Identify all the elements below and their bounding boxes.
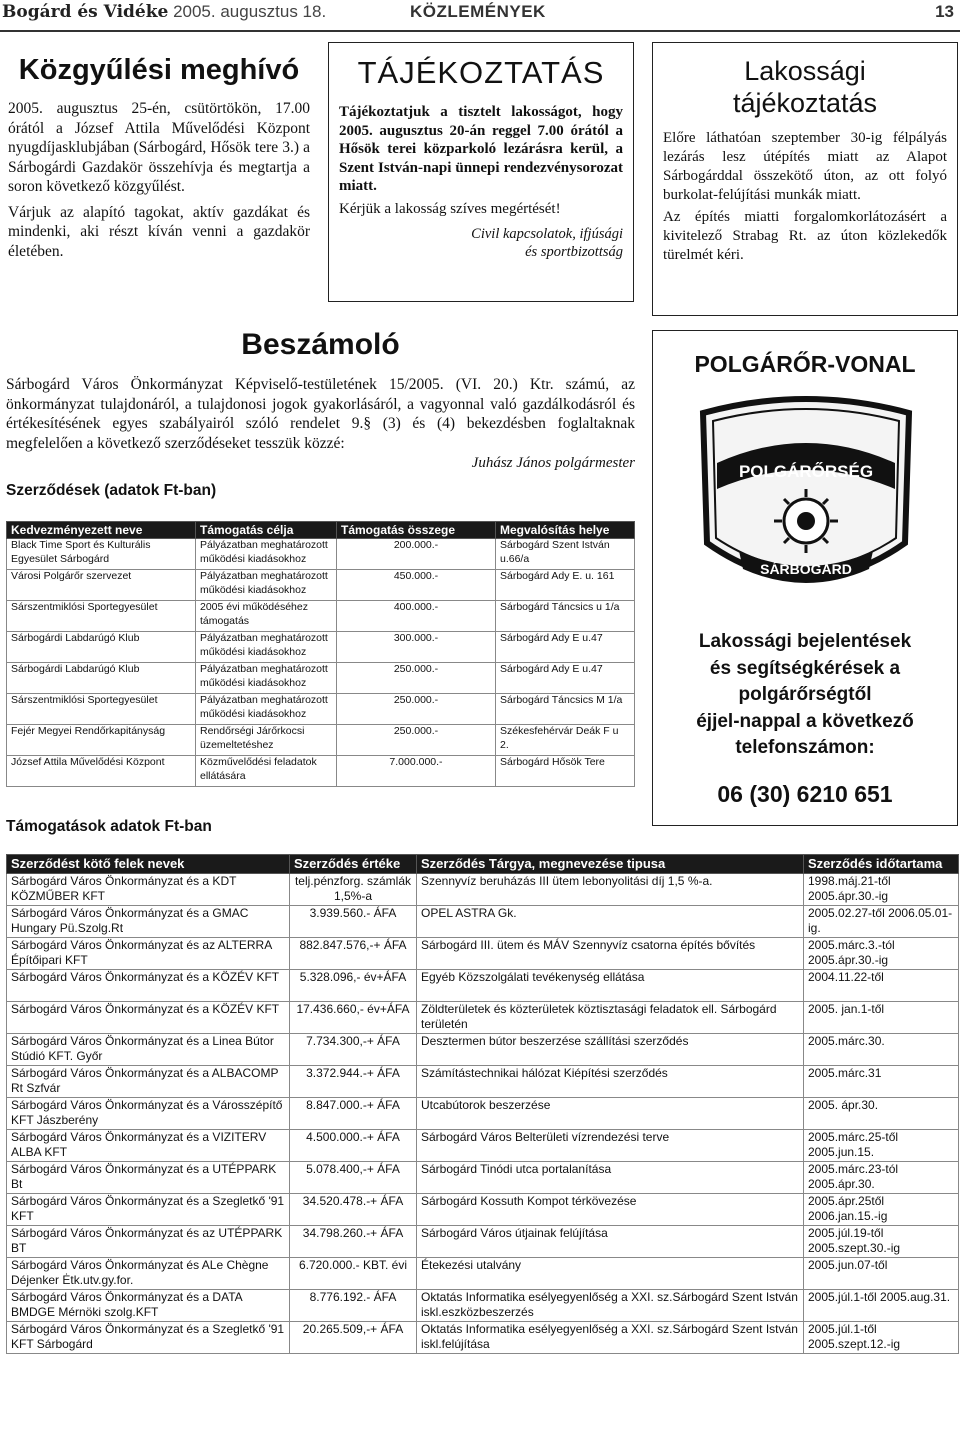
polgaror-title: POLGÁRŐR-VONAL	[694, 351, 916, 377]
tamogatasok-cell: Sárbogárdi Labdarúgó Klub	[7, 663, 196, 694]
tamogatasok-cell: Sárbogárdi Labdarúgó Klub	[7, 632, 196, 663]
page-number: 13	[935, 2, 954, 21]
szerzodesek-cell: 2005. ápr.30.	[804, 1098, 959, 1130]
tajekoztatas-sign1: Civil kapcsolatok, ifjúsági	[471, 225, 623, 242]
szerzodesek-cell: 7.734.300,-+ ÁFA	[290, 1034, 417, 1066]
szerzodesek-cell: Sárbogárd Város Önkormányzat és a UTÉPPARK Bt	[7, 1162, 290, 1194]
szerzodesek-row	[7, 1162, 959, 1194]
szerzodesek-row	[7, 1194, 959, 1226]
szerzodesek-cell: OPEL ASTRA Gk.	[417, 906, 804, 938]
szerzodesek-row	[7, 1066, 959, 1098]
szerzodesek-cell: Zöldterületek és közterületek köztisztasági feladatok ell. Sárbogárd területén	[417, 1002, 804, 1034]
szerzodesek-cell: Sárbogárd Város Önkormányzat és a DATA BMDGE Mérnöki szolg.KFT	[7, 1290, 290, 1322]
szerzodesek-cell: Sárbogárd Város Önkormányzat és a KÖZÉV KFT	[7, 1002, 290, 1034]
szerzodesek-col-header: Szerződés időtartama	[804, 855, 959, 874]
szerzodesek-cell: Sárbogárd Város Belterületi vízrendezési terve	[417, 1130, 804, 1162]
tamogatasok-cell: Rendőrségi Járőrkocsi üzemeltetéshez	[196, 725, 337, 756]
polgaror-phone: 06 (30) 6210 651	[717, 781, 893, 807]
lakossagi-title2: tájékoztatás	[732, 88, 878, 118]
szerzodesek-cell: Sárbogárd Város Önkormányzat és a VIZITERV ALBA KFT	[7, 1130, 290, 1162]
szerzodesek-cell: 20.265.509,-+ ÁFA	[290, 1322, 417, 1354]
tamogatasok-row	[7, 601, 635, 632]
kozgyules-p2: Várjuk az alapító tagokat, aktív gazdákat és mindenki, aki részt kíván venni a gazdakör életében.	[8, 203, 310, 260]
szerzodesek-cell: 8.847.000.-+ ÁFA	[290, 1098, 417, 1130]
tamogatasok-cell: Sárszentmiklósi Sportegyesület	[7, 601, 196, 632]
szerzodesek-row	[7, 1098, 959, 1130]
tamogatasok-cell: Sárbogárd Ady E. u. 161	[496, 570, 635, 601]
tamogatasok-row	[7, 725, 635, 756]
tamogatasok-cell: 250.000.-	[337, 663, 496, 694]
tamogatasok-cell: 450.000.-	[337, 570, 496, 601]
szerzodesek-row	[7, 874, 959, 906]
szerzodesek-cell: Sárbogárd Város Önkormányzat és a KÖZÉV KFT	[7, 970, 290, 1002]
tajekoztatas-box	[328, 42, 634, 302]
beszamolo-title: Beszámoló	[241, 328, 400, 361]
szerzodesek-cell: Sárbogárd Város Önkormányzat és a Városszépítő KFT Jászberény	[7, 1098, 290, 1130]
tamogatasok-table	[6, 521, 635, 787]
tamogatasok-cell: Sárbogárd Táncsics M 1/a	[496, 694, 635, 725]
szerzodesek-cell: 2005.márc.23-tól 2005.ápr.30.	[804, 1162, 959, 1194]
beszamolo-text: Sárbogárd Város Önkormányzat Képviselő-testületének 15/2005. (VI. 20.) Ktr. számú, az önkormányzat tulajdonáról, a tulajdonosi jogok gyakorlásáról, a vagyonnal való gazdálkodásról és értékesítésének egyes szabályairól szóló rendelet 9.§ (3) és (4) bekezdésben foglaltaknak megfelelően a következő szerződéseket tesszük közzé:	[6, 376, 635, 452]
szerzodesek-cell: Sárbogárd Város Önkormányzat és ALe Chègne Déjenker Ėtk.utv.gy.for.	[7, 1258, 290, 1290]
szerzodesek-cell: 34.520.478.-+ ÁFA	[290, 1194, 417, 1226]
tajekoztatas-bold: Tájékoztatjuk a tisztelt lakosságot, hogy 2005. augusztus 20-án reggel 7.00 órától a Hősök terei közparkoló lezárásra kerül, a Szent István-napi ünnepi rendezvénysorozat miatt.	[339, 104, 623, 194]
szerzodesek-cell: 4.500.000.-+ ÁFA	[290, 1130, 417, 1162]
szerzodesek-cell: Egyéb Közszolgálati tevékenység ellátása	[417, 970, 804, 1002]
tamogatasok-cell: Sárbogárd Táncsics u 1/a	[496, 601, 635, 632]
polgaror-line5: telefonszámon:	[735, 737, 875, 758]
tamogatasok-cell: Sárbogárd Hősök Tere	[496, 756, 635, 787]
szerzodesek-row	[7, 1322, 959, 1354]
szerzodesek-cell: Szennyvíz beruházás III ütem lebonyolitási díj 1,5 %-a.	[417, 874, 804, 906]
szerzodesek-row	[7, 1290, 959, 1322]
tamogatasok-col-header: Megvalósítás helye	[496, 522, 635, 539]
tamogatasok-cell: Sárszentmiklósi Sportegyesület	[7, 694, 196, 725]
tamogatasok-row	[7, 694, 635, 725]
beszamolo-sign: Juhász János polgármester	[471, 455, 635, 471]
tamogatasok-cell: Pályázatban meghatározott működési kiadásokhoz	[196, 663, 337, 694]
badge-bottom-text: SÁRBOGÁRD	[760, 561, 852, 577]
szerzodesek-cell: Utcabútorok beszerzése	[417, 1098, 804, 1130]
szerzodesek-cell: 5.328.096,- év+ÁFA	[290, 970, 417, 1002]
tamogatasok-cell: Közművelődési feladatok ellátására	[196, 756, 337, 787]
polgaror-line3: polgárőrségtől	[738, 684, 872, 705]
badge-top-text: POLGÁRŐRSÉG	[738, 462, 874, 481]
szerzodesek-cell: 8.776.192.- ÁFA	[290, 1290, 417, 1322]
szerzodesek-cell: 2005.márc.25-től 2005.jun.15.	[804, 1130, 959, 1162]
szerzodesek-cell: Sárbogárd Város Önkormányzat és az UTÉPPARK BT	[7, 1226, 290, 1258]
tamogatasok-cell: Sárbogárd Ady E u.47	[496, 663, 635, 694]
kozgyules-article	[8, 54, 310, 261]
szerzodesek-row	[7, 1258, 959, 1290]
szerzodesek-row	[7, 970, 959, 1002]
tamogatasok-cell: Székesfehérvár Deák F u 2.	[496, 725, 635, 756]
lakossagi-title1: Lakossági	[744, 56, 866, 86]
szerzodesek-cell: 3.939.560.- ÁFA	[290, 906, 417, 938]
szerzodesek-cell: Sárbogárd III. ütem és MÁV Szennyvíz csatorna építés bővítés	[417, 938, 804, 970]
szerzodesek-cell: 3.372.944.-+ ÁFA	[290, 1066, 417, 1098]
tamogatasok-col-header: Kedvezményezett neve	[7, 522, 196, 539]
tamogatasok-cell: 200.000.-	[337, 539, 496, 570]
tamogatasok-cell: Sárbogárd Ady E u.47	[496, 632, 635, 663]
szerzodesek-col-header: Szerződést kötő felek nevek	[7, 855, 290, 874]
header-rule	[0, 30, 960, 32]
szerzodesek-row	[7, 906, 959, 938]
szerzodesek-cell: Sárbogárd Város Önkormányzat és a ALBACOMP Rt Szfvár	[7, 1066, 290, 1098]
szerzodesek-cell: 2005. jan.1-től	[804, 1002, 959, 1034]
tamogatasok-cell: 300.000.-	[337, 632, 496, 663]
lakossagi-box	[652, 42, 958, 316]
polgaror-box	[652, 330, 958, 826]
tamogatasok-cell: Pályázatban meghatározott működési kiadásokhoz	[196, 539, 337, 570]
tamogatasok-cell: Black Time Sport és Kulturális Egyesület Sárbogárd	[7, 539, 196, 570]
szerzodesek-cell: 2005.márc.31	[804, 1066, 959, 1098]
polgaror-line4: éjjel-nappal a következő	[696, 710, 914, 732]
szerzodesek-cell: Oktatás Informatika esélyegyenlőség a XXI. sz.Sárbogárd Szent István iskl.eszközbeszerzés	[417, 1290, 804, 1322]
szerzodesek-subtitle: Szerződések (adatok Ft-ban)	[6, 482, 217, 499]
tamogatasok-cell: 2005 évi működéséhez támogatás	[196, 601, 337, 632]
tamogatasok-col-header: Támogatás összege	[337, 522, 496, 539]
szerzodesek-cell: telj.pénzforg. számlák 1,5%-a	[290, 874, 417, 906]
tamogatasok-subtitle: Támogatások adatok Ft-ban	[6, 818, 212, 835]
szerzodesek-cell: 6.720.000.- KBT. évi	[290, 1258, 417, 1290]
szerzodesek-cell: Sárbogárd Város Önkormányzat és a KDT KÖZMŰBER KFT	[7, 874, 290, 906]
tamogatasok-cell: Pályázatban meghatározott működési kiadásokhoz	[196, 570, 337, 601]
tajekoztatas-plain: Kérjük a lakosság szíves megértését!	[339, 200, 561, 217]
tamogatasok-cell: Városi Polgárőr szervezet	[7, 570, 196, 601]
szerzodesek-cell: 2004.11.22-től	[804, 970, 959, 1002]
tamogatasok-cell: József Attila Művelődési Központ	[7, 756, 196, 787]
szerzodesek-cell: 2005.júl.1-től 2005.aug.31.	[804, 1290, 959, 1322]
szerzodesek-col-header: Szerződés Tárgya, megnevezése tipusa	[417, 855, 804, 874]
szerzodesek-cell: Sárbogárd Város Önkormányzat és az ALTERRA Építőipari KFT	[7, 938, 290, 970]
tamogatasok-cell: Fejér Megyei Rendőrkapitányság	[7, 725, 196, 756]
szerzodesek-cell: 2005.02.27-től 2006.05.01-ig.	[804, 906, 959, 938]
szerzodesek-cell: 2005.ápr.25től 2006.jan.15.-ig	[804, 1194, 959, 1226]
szerzodesek-cell: 2005.márc.30.	[804, 1034, 959, 1066]
section-title: KÖZLEMÉNYEK	[410, 2, 546, 21]
szerzodesek-cell: 2005.júl.19-től 2005.szept.30.-ig	[804, 1226, 959, 1258]
szerzodesek-row	[7, 1226, 959, 1258]
tamogatasok-row	[7, 632, 635, 663]
tajekoztatas-title: TÁJÉKOZTATÁS	[357, 55, 605, 90]
szerzodesek-cell: 34.798.260.-+ ÁFA	[290, 1226, 417, 1258]
szerzodesek-table	[6, 854, 959, 1354]
tamogatasok-row	[7, 663, 635, 694]
issue-date: 2005. augusztus 18.	[173, 2, 327, 21]
polgaror-text	[653, 629, 957, 762]
tajekoztatas-sign2: és sportbizottság	[525, 243, 623, 260]
szerzodesek-cell: 2005.júl.1-től 2005.szept.12.-ig	[804, 1322, 959, 1354]
szerzodesek-cell: Sárbogárd Kossuth Kompot térkövezése	[417, 1194, 804, 1226]
header-left	[2, 2, 326, 22]
szerzodesek-cell: 1998.máj.21-től 2005.ápr.30.-ig	[804, 874, 959, 906]
szerzodesek-cell: Desztermen bútor beszerzése szállítási szerződés	[417, 1034, 804, 1066]
szerzodesek-cell: Sárbogárd Város útjainak felújítása	[417, 1226, 804, 1258]
szerzodesek-cell: Sárbogárd Tinódi utca portalanítása	[417, 1162, 804, 1194]
szerzodesek-cell: Oktatás Informatika esélyegyenlőség a XXI. sz.Sárbogárd Szent István iskl.felújítása	[417, 1322, 804, 1354]
szerzodesek-header-row	[7, 855, 959, 874]
tamogatasok-header-row	[7, 522, 635, 539]
polgaror-line2: és segítségkérések a	[709, 657, 901, 679]
tamogatasok-row	[7, 756, 635, 787]
szerzodesek-row	[7, 1034, 959, 1066]
szerzodesek-row	[7, 1002, 959, 1034]
tamogatasok-col-header: Támogatás célja	[196, 522, 337, 539]
tamogatasok-cell: Pályázatban meghatározott működési kiadásokhoz	[196, 694, 337, 725]
polgaror-badge-icon	[683, 393, 929, 603]
szerzodesek-cell: 882.847.576,-+ ÁFA	[290, 938, 417, 970]
tamogatasok-cell: 250.000.-	[337, 725, 496, 756]
tamogatasok-row	[7, 570, 635, 601]
polgaror-badge	[683, 393, 929, 603]
tamogatasok-cell: 250.000.-	[337, 694, 496, 725]
szerzodesek-cell: 5.078.400,-+ ÁFA	[290, 1162, 417, 1194]
lakossagi-p2: Az építés miatti forgalomkorlátozásért a kivitelező Strabag Rt. az úton közlekedők türelmét kéri.	[663, 209, 947, 263]
tamogatasok-cell: 7.000.000.-	[337, 756, 496, 787]
kozgyules-title: Közgyűlési meghívó	[18, 54, 300, 86]
tamogatasok-cell: Pályázatban meghatározott működési kiadásokhoz	[196, 632, 337, 663]
szerzodesek-cell: Sárbogárd Város Önkormányzat és a Szegletkő '91 KFT	[7, 1194, 290, 1226]
lakossagi-p1: Előre láthatóan szeptember 30-ig félpályás lezárás lesz útépítés miatt az Alapot Sárbogárddal összekötő úton, az ott folyó burkolat-felújítási munkák miatt.	[663, 130, 947, 203]
szerzodesek-cell: Sárbogárd Város Önkormányzat és a Szegletkő '91 KFT Sárbogárd	[7, 1322, 290, 1354]
tamogatasok-cell: Sárbogárd Szent István u.66/a	[496, 539, 635, 570]
tamogatasok-cell: 400.000.-	[337, 601, 496, 632]
szerzodesek-cell: Sárbogárd Város Önkormányzat és a GMAC Hungary Pü.Szolg.Rt	[7, 906, 290, 938]
kozgyules-p1: 2005. augusztus 25-én, csütörtökön, 17.00 órától a József Attila Művelődési Központ nyugdíjasklubjában (Sárbogárd, Hősök tere 3.) a Sárbogárdi Gazdakör összehívja és megtartja a soron következő közgyűlést.	[8, 100, 310, 195]
tamogatasok-row	[7, 539, 635, 570]
szerzodesek-cell: 2005.jun.07-től	[804, 1258, 959, 1290]
szerzodesek-cell: Étekezési utalvány	[417, 1258, 804, 1290]
szerzodesek-cell: Számítástechnikai hálózat Kiépítési szerződés	[417, 1066, 804, 1098]
szerzodesek-cell: Sárbogárd Város Önkormányzat és a Linea Bútor Stúdió KFT. Győr	[7, 1034, 290, 1066]
szerzodesek-col-header: Szerződés értéke	[290, 855, 417, 874]
szerzodesek-cell: 17.436.660,- év+ÁFA	[290, 1002, 417, 1034]
szerzodesek-cell: 2005.márc.3.-tól 2005.ápr.30.-ig	[804, 938, 959, 970]
szerzodesek-row	[7, 1130, 959, 1162]
szerzodesek-row	[7, 938, 959, 970]
paper-name: Bogárd és Vidéke	[2, 2, 169, 22]
polgaror-line1: Lakossági bejelentések	[698, 631, 912, 652]
